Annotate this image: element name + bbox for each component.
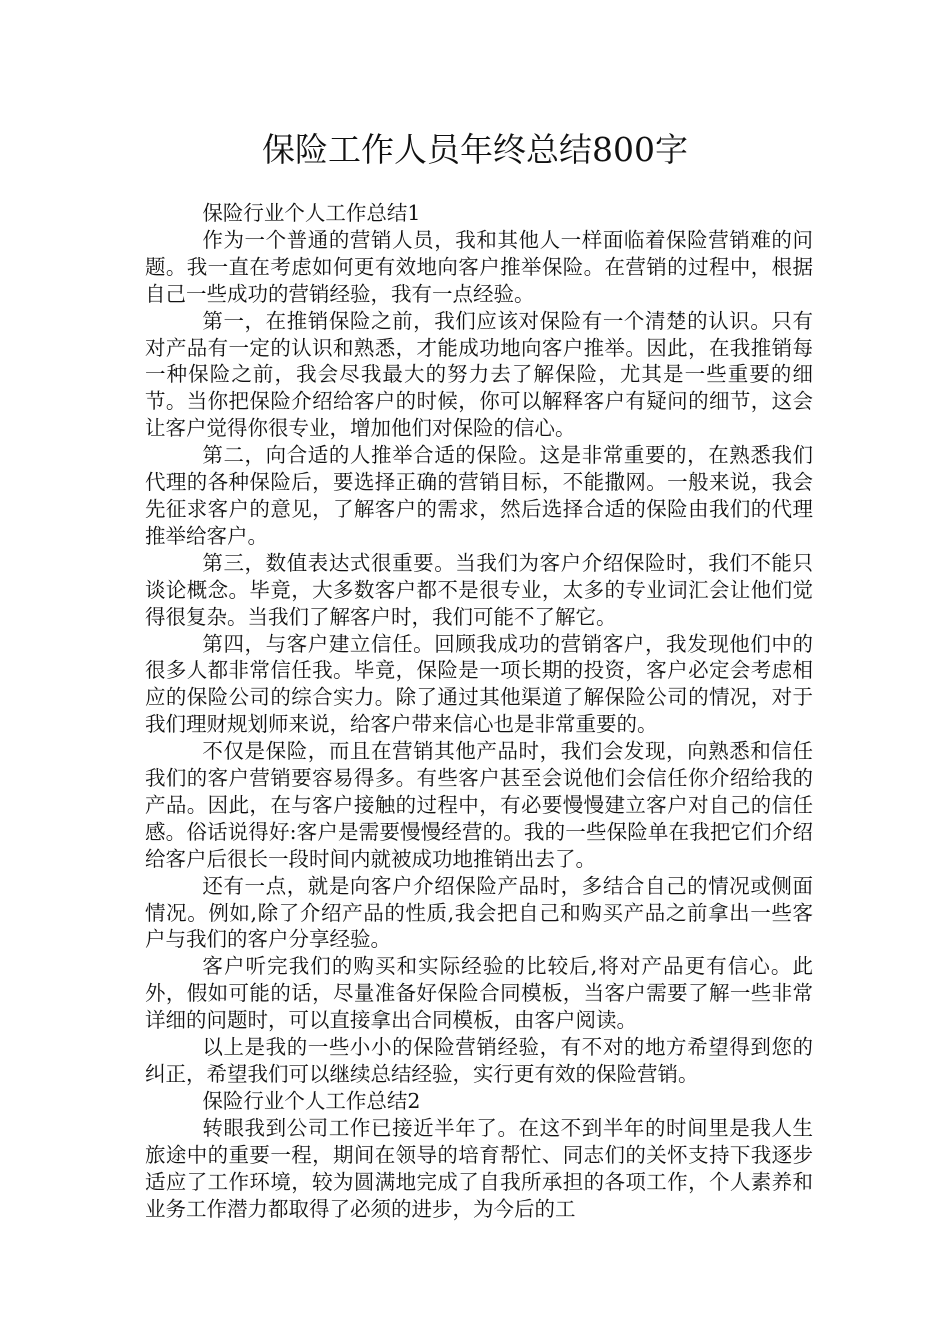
document-body [145, 200, 813, 1222]
paragraph: 还有一点，就是向客户介绍保险产品时，多结合自己的情况或侧面情况。例如,除了介绍产品的性质,我会把自己和购买产品之前拿出一些客户与我们的客户分享经验。 [145, 873, 813, 952]
paragraph: 转眼我到公司工作已接近半年了。在这不到半年的时间里是我人生旅途中的重要一程，期间在领导的培育帮忙、同志们的关怀支持下我逐步适应了工作环境，较为圆满地完成了自我所承担的各项工作，个人素养和业务工作潜力都取得了必须的进步，为今后的工 [145, 1115, 813, 1221]
section-heading-2: 保险行业个人工作总结2 [202, 1088, 421, 1113]
paragraph: 客户听完我们的购买和实际经验的比较后,将对产品更有信心。此外，假如可能的话，尽量准备好保险合同模板，当客户需要了解一些非常详细的问题时，可以直接拿出合同模板，由客户阅读。 [145, 954, 813, 1033]
paragraph: 以上是我的一些小小的保险营销经验，有不对的地方希望得到您的纠正，希望我们可以继续总结经验，实行更有效的保险营销。 [145, 1035, 813, 1086]
paragraph: 作为一个普通的营销人员，我和其他人一样面临着保险营销难的问题。我一直在考虑如何更有效地向客户推举保险。在营销的过程中，根据自己一些成功的营销经验，我有一点经验。 [145, 227, 813, 306]
section-heading-1: 保险行业个人工作总结1 [202, 201, 421, 225]
paragraph: 第三，数值表达式很重要。当我们为客户介绍保险时，我们不能只谈论概念。毕竟，大多数客户都不是很专业，太多的专业词汇会让他们觉得很复杂。当我们了解客户时，我们可能不了解它。 [145, 550, 813, 629]
document-title: 保险工作人员年终总结800字 [262, 130, 688, 169]
paragraph: 第一，在推销保险之前，我们应该对保险有一个清楚的认识。只有对产品有一定的认识和熟悉，才能成功地向客户推举。因此，在我推销每一种保险之前，我会尽我最大的努力去了解保险，尤其是一些重要的细节。当你把保险介绍给客户的时候，你可以解释客户有疑问的细节，这会让客户觉得你很专业，增加他们对保险的信心。 [145, 308, 813, 441]
paragraph: 不仅是保险，而且在营销其他产品时，我们会发现，向熟悉和信任我们的客户营销要容易得多。有些客户甚至会说他们会信任你介绍给我的产品。因此，在与客户接触的过程中，有必要慢慢建立客户对自己的信任感。俗话说得好:客户是需要慢慢经营的。我的一些保险单在我把它们介绍给客户后很长一段时间内就被成功地推销出去了。 [145, 739, 813, 871]
paragraph: 第二，向合适的人推举合适的保险。这是非常重要的，在熟悉我们代理的各种保险后，要选择正确的营销目标，不能撒网。一般来说，我会先征求客户的意见，了解客户的需求，然后选择合适的保险由我们的代理推举给客户。 [145, 443, 813, 548]
paragraph: 第四，与客户建立信任。回顾我成功的营销客户，我发现他们中的很多人都非常信任我。毕竟，保险是一项长期的投资，客户必定会考虑相应的保险公司的综合实力。除了通过其他渠道了解保险公司的情况，对于我们理财规划师来说，给客户带来信心也是非常重要的。 [145, 631, 813, 737]
